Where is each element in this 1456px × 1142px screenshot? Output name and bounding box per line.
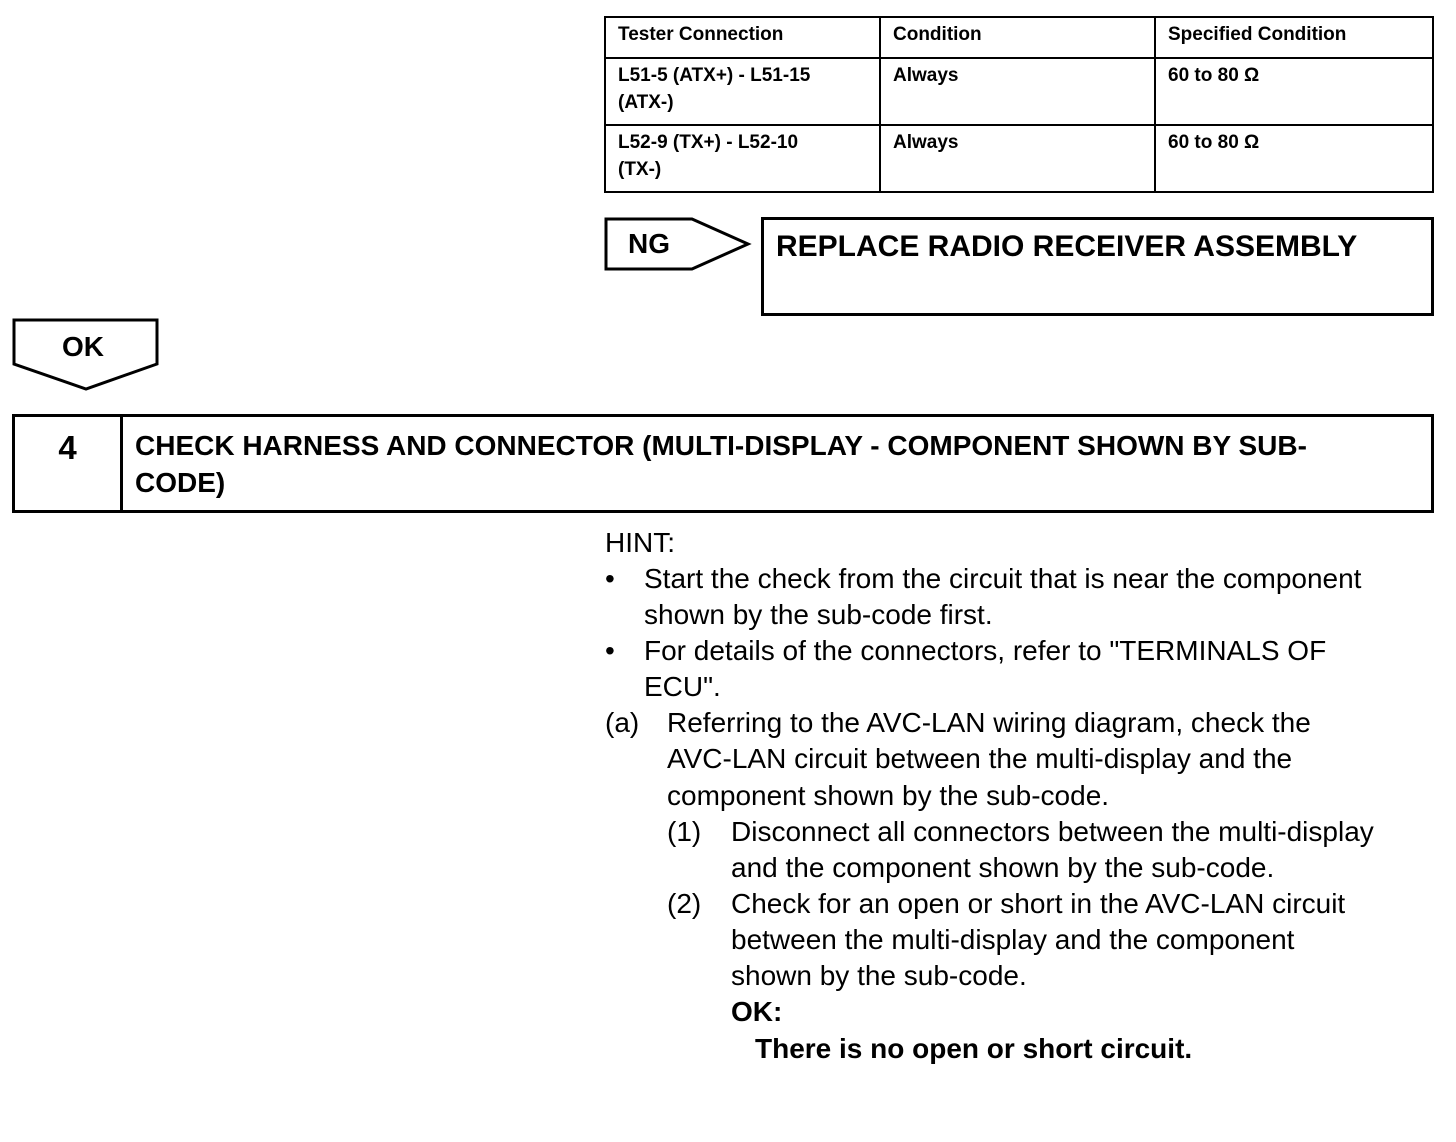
ng-arrow-icon xyxy=(604,215,752,273)
cell-connection xyxy=(605,58,880,125)
substep-1-marker: (1) xyxy=(667,816,702,847)
ok-criteria-result: There is no open or short circuit. xyxy=(755,1033,1193,1064)
connection-line1: L52-9 (TX+) - L52-10 xyxy=(618,132,799,153)
step-a-line1: Referring to the AVC-LAN wiring diagram, check the xyxy=(667,707,1311,738)
hint-label: HINT: xyxy=(605,527,675,558)
ng-label: NG xyxy=(628,228,670,259)
step-title xyxy=(123,417,1431,510)
bullet-icon: • xyxy=(605,635,615,666)
table-row xyxy=(605,58,1433,125)
ok-label: OK xyxy=(62,331,104,362)
connection-line2: (TX-) xyxy=(618,159,662,180)
step-title-line1: CHECK HARNESS AND CONNECTOR (MULTI-DISPLAY - COMPONENT SHOWN BY SUB- xyxy=(135,430,1307,461)
header-specified-condition: Specified Condition xyxy=(1155,17,1433,58)
step-number: 4 xyxy=(15,417,123,510)
tester-table xyxy=(604,16,1434,193)
substep-1-line1: Disconnect all connectors between the multi-display xyxy=(731,816,1374,847)
ng-action-text: REPLACE RADIO RECEIVER ASSEMBLY xyxy=(776,230,1358,263)
substep-2-line2: between the multi-display and the component xyxy=(731,924,1295,955)
substep-2-line3: shown by the sub-code. xyxy=(731,960,1027,991)
ng-action-box xyxy=(761,217,1434,316)
cell-condition: Always xyxy=(880,125,1155,192)
step-a-line3: component shown by the sub-code. xyxy=(667,780,1110,811)
hint-bullet1-line1: Start the check from the circuit that is near the component xyxy=(644,563,1362,594)
bullet-icon: • xyxy=(605,563,615,594)
substep-2-line1: Check for an open or short in the AVC-LAN circuit xyxy=(731,888,1346,919)
connection-line1: L51-5 (ATX+) - L51-15 xyxy=(618,65,811,86)
header-tester-connection: Tester Connection xyxy=(605,17,880,58)
cell-specified: 60 to 80 Ω xyxy=(1155,58,1433,125)
cell-connection xyxy=(605,125,880,192)
header-condition: Condition xyxy=(880,17,1155,58)
substep-1-line2: and the component shown by the sub-code. xyxy=(731,852,1275,883)
step-a-line2: AVC-LAN circuit between the multi-display and the xyxy=(667,743,1293,774)
cell-condition: Always xyxy=(880,58,1155,125)
hint-bullet2-line2: ECU". xyxy=(644,671,721,702)
substep-2-marker: (2) xyxy=(667,888,702,919)
connection-line2: (ATX-) xyxy=(618,92,674,113)
hint-bullet1-line2: shown by the sub-code first. xyxy=(644,599,993,630)
table-header-row xyxy=(605,17,1433,58)
step-header xyxy=(12,414,1434,513)
hint-bullet2-line1: For details of the connectors, refer to "TERMINALS OF xyxy=(644,635,1327,666)
step-a-marker: (a) xyxy=(605,707,640,738)
table-row xyxy=(605,125,1433,192)
step-title-line2: CODE) xyxy=(135,467,226,498)
ok-criteria-label: OK: xyxy=(731,996,783,1027)
cell-specified: 60 to 80 Ω xyxy=(1155,125,1433,192)
